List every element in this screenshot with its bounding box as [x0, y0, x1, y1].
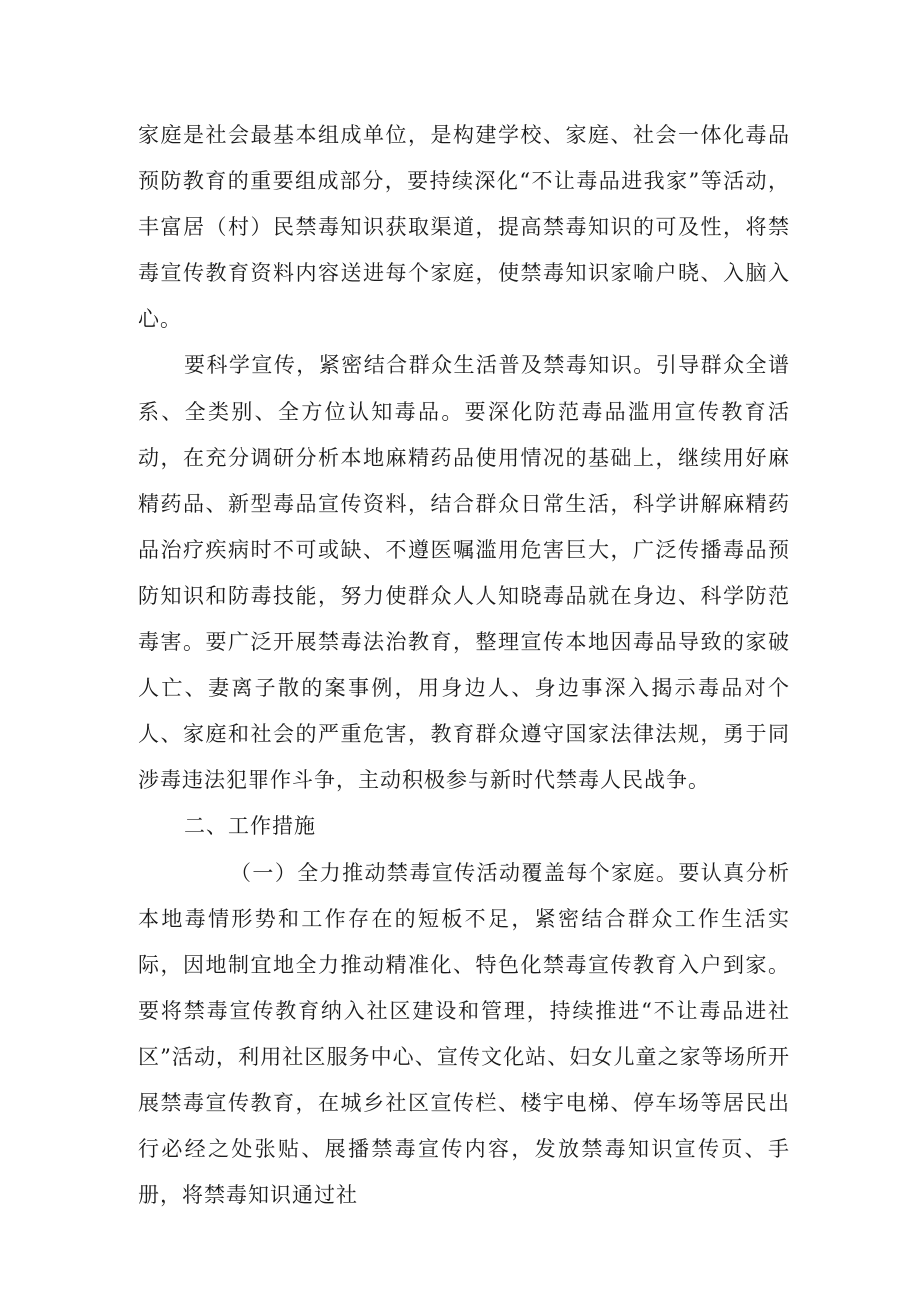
paragraph-measure-one: （一）全力推动禁毒宣传活动覆盖每个家庭。要认真分析本地毒情形势和工作存在的短板不足，紧密结合群众工作生活实际，因地制宜地全力推动精准化、特色化禁毒宣传教育入户到家。要将禁毒宣传教育纳入社区建设和管理，持续推进“不让毒品进社区”活动，利用社区服务中心、宣传文化站、妇女儿童之家等场所开展禁毒宣传教育，在城乡社区宣传栏、楼宇电梯、停车场等居民出行必经之处张贴、展播禁毒宣传内容，发放禁毒知识宣传页、手册，将禁毒知识通过社: [138, 860, 790, 1208]
section-heading-work-measures: 二、工作措施: [184, 814, 316, 839]
paragraph-scientific-publicity: 要科学宣传，紧密结合群众生活普及禁毒知识。引导群众全谱系、全类别、全方位认知毒品。要深化防范毒品滥用宣传教育活动，在充分调研分析本地麻精药品使用情况的基础上，继续用好麻精药品、新型毒品宣传资料，结合群众日常生活，科学讲解麻精药品治疗疾病时不可或缺、不遵医嘱滥用危害巨大，广泛传播毒品预防知识和防毒技能，努力使群众人人知晓毒品就在身边、科学防范毒害。要广泛开展禁毒法治教育，整理宣传本地因毒品导致的家破人亡、妻离子散的案事例，用身边人、身边事深入揭示毒品对个人、家庭和社会的严重危害，教育群众遵守国家法律法规，勇于同涉毒违法犯罪作斗争，主动积极参与新时代禁毒人民战争。: [138, 353, 790, 793]
document-body: [138, 112, 790, 1218]
paragraph-family-prevention: 家庭是社会最基本组成单位，是构建学校、家庭、社会一体化毒品预防教育的重要组成部分，要持续深化“不让毒品进我家”等活动，丰富居（村）民禁毒知识获取渠道，提高禁毒知识的可及性，将禁毒宣传教育资料内容送进每个家庭，使禁毒知识家喻户晓、入脑入心。: [138, 123, 790, 332]
